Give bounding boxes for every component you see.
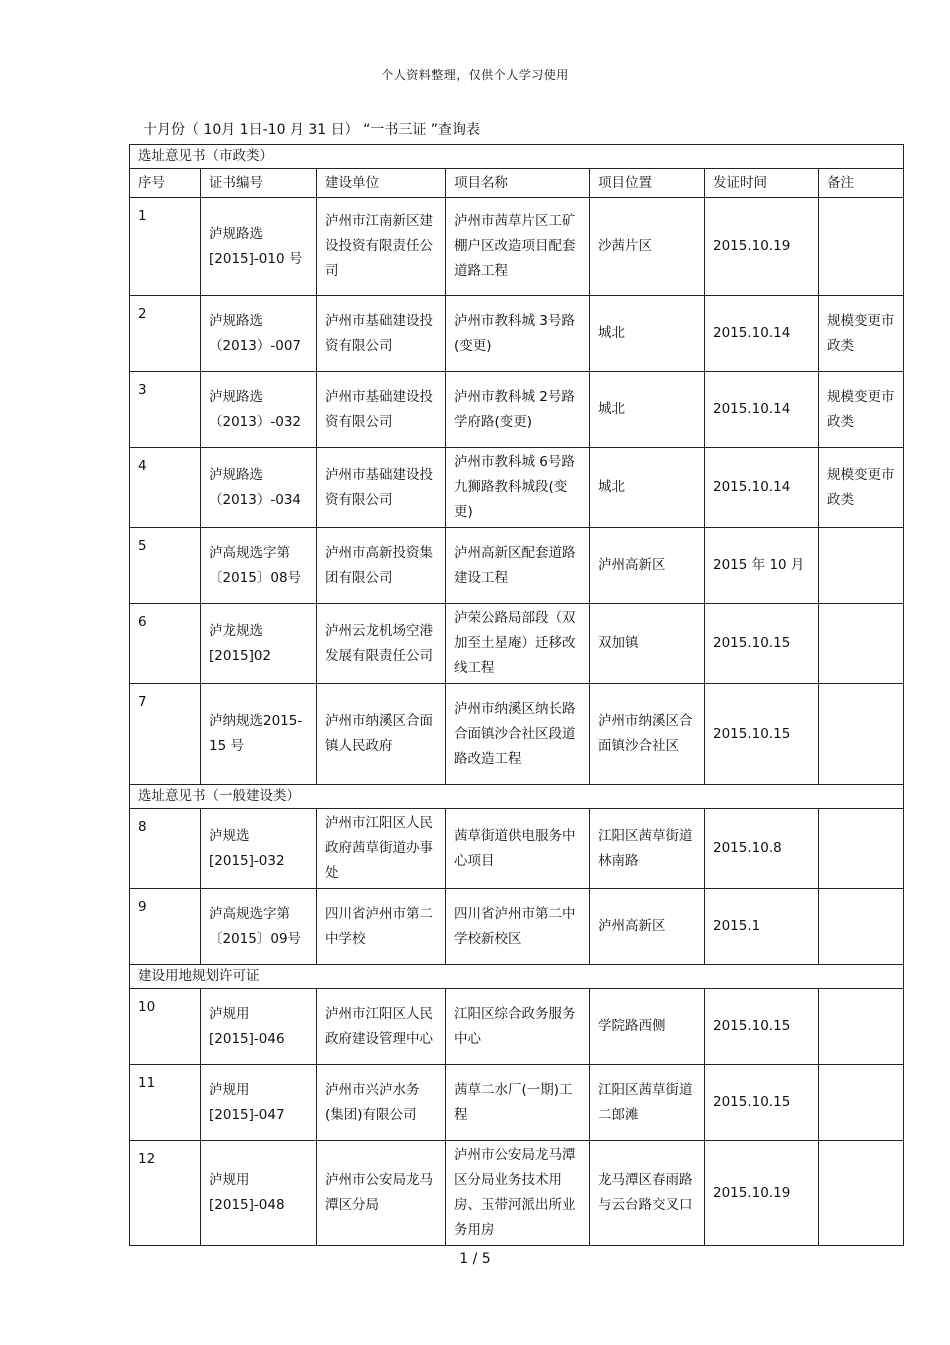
remark: 规模变更市政类 [819,372,904,448]
column-header: 发证时间 [705,169,819,198]
table-row [130,198,904,296]
remark: 规模变更市政类 [819,448,904,528]
project-location: 龙马潭区春雨路与云台路交叉口 [590,1141,705,1246]
cert-number: 泸龙规选[2015]02 [201,604,317,684]
row-number: 3 [130,372,201,448]
row-number: 2 [130,296,201,372]
table-row [130,889,904,965]
cert-number: 泸规路选[2015]-010 号 [201,198,317,296]
project-location: 江阳区茜草街道林南路 [590,809,705,889]
issue-date: 2015 年 10 月 [705,528,819,604]
construction-unit: 泸州市江阳区人民政府茜草街道办事处 [317,809,446,889]
remark: 规模变更市政类 [819,296,904,372]
project-location: 城北 [590,372,705,448]
construction-unit: 泸州市高新投资集团有限公司 [317,528,446,604]
table-row [130,448,904,528]
project-location: 城北 [590,296,705,372]
row-number: 1 [130,198,201,296]
project-name: 茜草街道供电服务中心项目 [446,809,590,889]
project-location: 双加镇 [590,604,705,684]
section-row [130,785,904,809]
section-title: 选址意见书（市政类） [130,145,904,169]
issue-date: 2015.10.14 [705,372,819,448]
page-title: 十月份（ 10月 1日-10 月 31 日） “一书三证 ”查询表 [143,122,481,138]
column-header: 备注 [819,169,904,198]
certificate-table [129,144,904,1246]
table-row [130,1065,904,1141]
section-title: 建设用地规划许可证 [130,965,904,989]
project-location: 江阳区茜草街道二郎滩 [590,1065,705,1141]
construction-unit: 泸州市公安局龙马潭区分局 [317,1141,446,1246]
cert-number: 泸规用[2015]-046 [201,989,317,1065]
row-number: 10 [130,989,201,1065]
project-location: 城北 [590,448,705,528]
issue-date: 2015.10.15 [705,1065,819,1141]
project-location: 泸州市纳溪区合面镇沙合社区 [590,684,705,785]
issue-date: 2015.10.15 [705,684,819,785]
project-name: 泸州市教科城 2号路学府路(变更) [446,372,590,448]
section-row [130,145,904,169]
remark [819,889,904,965]
project-name: 泸州市公安局龙马潭区分局业务技术用房、玉带河派出所业务用房 [446,1141,590,1246]
row-number: 7 [130,684,201,785]
watermark-text: 个人资料整理，仅供个人学习使用 [381,68,569,82]
project-location: 沙茜片区 [590,198,705,296]
column-header: 序号 [130,169,201,198]
remark [819,1141,904,1246]
remark [819,809,904,889]
construction-unit: 泸州市基础建设投资有限公司 [317,296,446,372]
issue-date: 2015.10.15 [705,604,819,684]
issue-date: 2015.10.8 [705,809,819,889]
project-location: 泸州高新区 [590,528,705,604]
cert-number: 泸高规选字第〔2015〕09号 [201,889,317,965]
header-row [130,169,904,198]
project-name: 江阳区综合政务服务中心 [446,989,590,1065]
cert-number: 泸高规选字第〔2015〕08号 [201,528,317,604]
construction-unit: 泸州市江南新区建设投资有限责任公司 [317,198,446,296]
project-name: 茜草二水厂(一期)工程 [446,1065,590,1141]
column-header: 项目位置 [590,169,705,198]
table-row [130,1141,904,1246]
cert-number: 泸规选[2015]-032 [201,809,317,889]
project-name: 泸荣公路局部段（双加至土星庵）迁移改线工程 [446,604,590,684]
remark [819,604,904,684]
project-name: 泸州市教科城 3号路(变更) [446,296,590,372]
construction-unit: 四川省泸州市第二中学校 [317,889,446,965]
issue-date: 2015.10.19 [705,198,819,296]
table-row [130,684,904,785]
row-number: 6 [130,604,201,684]
construction-unit: 泸州市江阳区人民政府建设管理中心 [317,989,446,1065]
project-location: 学院路西侧 [590,989,705,1065]
construction-unit: 泸州市纳溪区合面镇人民政府 [317,684,446,785]
issue-date: 2015.10.14 [705,296,819,372]
construction-unit: 泸州市基础建设投资有限公司 [317,372,446,448]
row-number: 5 [130,528,201,604]
column-header: 证书编号 [201,169,317,198]
table-row [130,809,904,889]
section-title: 选址意见书（一般建设类） [130,785,904,809]
table-row [130,372,904,448]
project-location: 泸州高新区 [590,889,705,965]
issue-date: 2015.10.14 [705,448,819,528]
issue-date: 2015.10.15 [705,989,819,1065]
row-number: 8 [130,809,201,889]
remark [819,198,904,296]
project-name: 泸州市茜草片区工矿棚户区改造项目配套道路工程 [446,198,590,296]
project-name: 泸州市教科城 6号路九狮路教科城段(变更) [446,448,590,528]
cert-number: 泸规路选（2013）-032 [201,372,317,448]
issue-date: 2015.10.19 [705,1141,819,1246]
table-row [130,296,904,372]
row-number: 11 [130,1065,201,1141]
table-row [130,604,904,684]
issue-date: 2015.1 [705,889,819,965]
page-number: 1 / 5 [459,1251,491,1267]
project-name: 四川省泸州市第二中学校新校区 [446,889,590,965]
cert-number: 泸规用[2015]-048 [201,1141,317,1246]
column-header: 建设单位 [317,169,446,198]
construction-unit: 泸州云龙机场空港发展有限责任公司 [317,604,446,684]
project-name: 泸州高新区配套道路建设工程 [446,528,590,604]
row-number: 9 [130,889,201,965]
construction-unit: 泸州市基础建设投资有限公司 [317,448,446,528]
cert-number: 泸规路选（2013）-007 [201,296,317,372]
cert-number: 泸规路选（2013）-034 [201,448,317,528]
remark [819,528,904,604]
remark [819,684,904,785]
cert-number: 泸纳规选2015-15 号 [201,684,317,785]
cert-number: 泸规用[2015]-047 [201,1065,317,1141]
table-row [130,528,904,604]
project-name: 泸州市纳溪区纳长路合面镇沙合社区段道路改造工程 [446,684,590,785]
remark [819,989,904,1065]
row-number: 4 [130,448,201,528]
construction-unit: 泸州市兴泸水务(集团)有限公司 [317,1065,446,1141]
remark [819,1065,904,1141]
table-row [130,989,904,1065]
row-number: 12 [130,1141,201,1246]
section-row [130,965,904,989]
column-header: 项目名称 [446,169,590,198]
